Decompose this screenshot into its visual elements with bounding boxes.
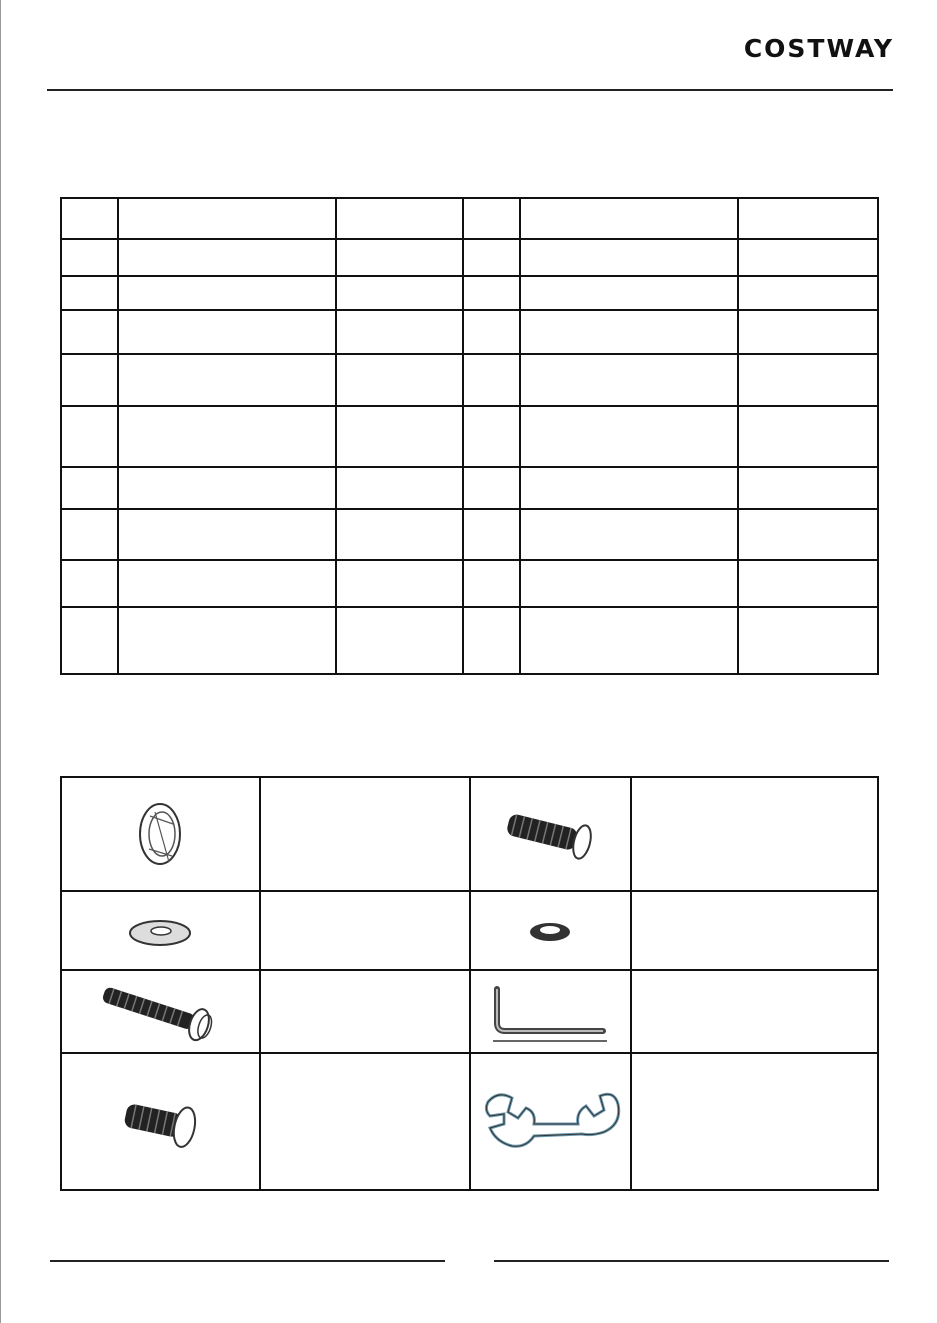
hardware-label (631, 1053, 878, 1190)
brand-logo: COSTWAY (743, 34, 894, 63)
table-cell (61, 467, 118, 509)
table-cell (463, 406, 520, 467)
table-cell (336, 354, 463, 406)
table-cell (738, 239, 878, 276)
table-cell (118, 239, 336, 276)
table-cell (336, 467, 463, 509)
table-cell (463, 354, 520, 406)
table-cell (463, 239, 520, 276)
table-cell (61, 239, 118, 276)
table-cell (738, 467, 878, 509)
table-cell (520, 560, 738, 606)
table-row (61, 509, 878, 560)
table-cell (520, 406, 738, 467)
table-cell (463, 607, 520, 674)
table-cell (463, 276, 520, 310)
table-cell (463, 467, 520, 509)
table-row (61, 1053, 878, 1190)
hardware-label (631, 970, 878, 1053)
parts-table (60, 197, 879, 675)
table-cell (520, 354, 738, 406)
table-cell (336, 310, 463, 353)
table-cell (463, 198, 520, 239)
table-cell (738, 509, 878, 560)
table-cell (336, 239, 463, 276)
hardware-image-cell (470, 970, 631, 1053)
table-cell (118, 354, 336, 406)
washer-nut-icon (125, 794, 195, 874)
table-cell (520, 509, 738, 560)
table-cell (118, 467, 336, 509)
table-row (61, 198, 878, 239)
table-cell (336, 198, 463, 239)
hardware-label (260, 1053, 470, 1190)
footer-rule-right (494, 1260, 889, 1262)
table-cell (463, 509, 520, 560)
table-cell (738, 310, 878, 353)
table-cell (738, 560, 878, 606)
table-cell (61, 509, 118, 560)
table-cell (118, 509, 336, 560)
long-bolt-icon (95, 977, 225, 1047)
table-cell (336, 406, 463, 467)
spring-washer-icon (520, 913, 580, 949)
table-cell (738, 406, 878, 467)
table-cell (738, 276, 878, 310)
table-cell (118, 406, 336, 467)
hardware-image-cell (470, 1053, 631, 1190)
table-row (61, 970, 878, 1053)
table-cell (61, 406, 118, 467)
hardware-label (260, 891, 470, 970)
table-cell (520, 310, 738, 353)
table-cell (520, 239, 738, 276)
table-row (61, 354, 878, 406)
table-cell (336, 607, 463, 674)
table-cell (520, 467, 738, 509)
table-row (61, 467, 878, 509)
short-bolt-icon (495, 799, 605, 869)
allen-key-icon (485, 977, 615, 1047)
hardware-label (260, 970, 470, 1053)
table-row (61, 276, 878, 310)
table-cell (738, 354, 878, 406)
hardware-image-cell (61, 970, 260, 1053)
table-cell (463, 310, 520, 353)
table-cell (118, 276, 336, 310)
table-cell (61, 276, 118, 310)
table-cell (520, 607, 738, 674)
table-row (61, 310, 878, 353)
hardware-label (631, 891, 878, 970)
table-cell (61, 354, 118, 406)
table-cell (520, 276, 738, 310)
hardware-table (60, 776, 879, 1191)
double-wrench-icon (478, 1072, 623, 1172)
table-cell (118, 607, 336, 674)
table-cell (336, 509, 463, 560)
table-row (61, 560, 878, 606)
table-cell (118, 198, 336, 239)
table-cell (61, 560, 118, 606)
table-cell (336, 276, 463, 310)
table-row (61, 777, 878, 891)
curved-washer-icon (120, 911, 200, 951)
hardware-label (260, 777, 470, 891)
table-cell (336, 560, 463, 606)
table-cell (61, 607, 118, 674)
hardware-image-cell (470, 891, 631, 970)
table-cell (520, 198, 738, 239)
table-row (61, 406, 878, 467)
hardware-image-cell (61, 891, 260, 970)
hardware-image-cell (61, 777, 260, 891)
hardware-image-cell (61, 1053, 260, 1190)
table-cell (463, 560, 520, 606)
table-cell (118, 560, 336, 606)
hardware-image-cell (470, 777, 631, 891)
table-cell (61, 198, 118, 239)
table-cell (738, 607, 878, 674)
table-cell (738, 198, 878, 239)
table-cell (61, 310, 118, 353)
bolt-with-washer-icon (115, 1082, 205, 1162)
header-rule (47, 89, 893, 91)
table-cell (118, 310, 336, 353)
table-row (61, 239, 878, 276)
table-row (61, 891, 878, 970)
hardware-label (631, 777, 878, 891)
footer-rule-left (50, 1260, 445, 1262)
table-row (61, 607, 878, 674)
